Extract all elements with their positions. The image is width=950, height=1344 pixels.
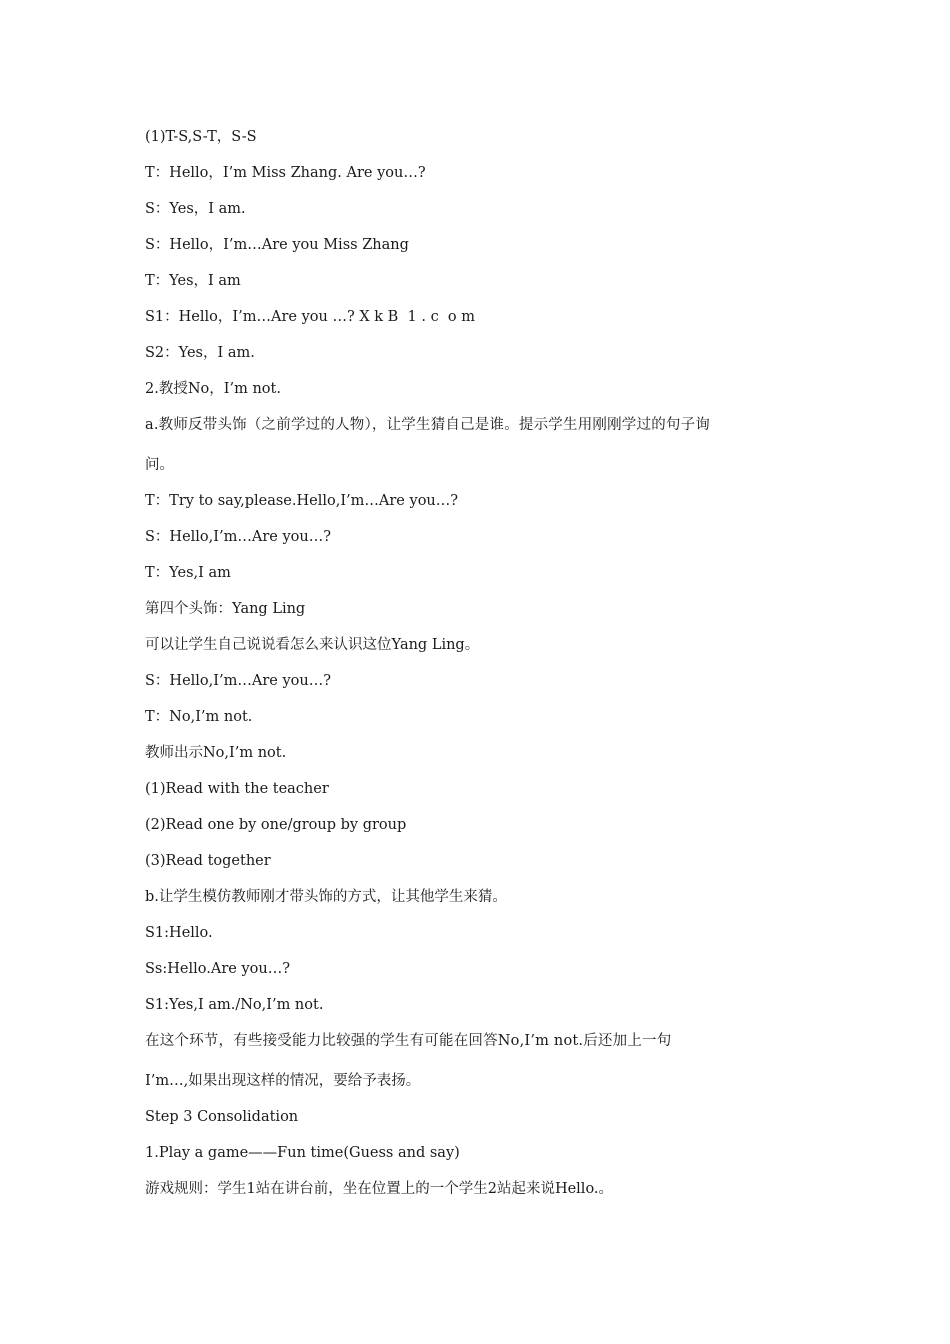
text-line: 2.教授No，I’m not.: [145, 381, 281, 397]
text-line: T：Yes,I am: [145, 565, 231, 581]
text-line: S1：Hello，I’m…Are you …? X k B 1 . c o m: [145, 309, 476, 325]
text-line: Step 3 Consolidation: [145, 1109, 299, 1125]
text-line: (2)Read one by one/group by group: [145, 817, 407, 833]
text-line: a.教师反带头饰（之前学过的人物），让学生猜自己是谁。提示学生用刚刚学过的句子询: [145, 417, 711, 433]
text-line: S2：Yes，I am.: [145, 345, 255, 361]
document-body: [145, 126, 810, 1214]
text-line: S：Hello,I’m…Are you…?: [145, 673, 331, 689]
text-line: Ss:Hello.Are you…?: [145, 961, 290, 977]
text-line: 游戏规则：学生1站在讲台前，坐在位置上的一个学生2站起来说Hello.。: [145, 1181, 614, 1197]
text-line: (1)Read with the teacher: [145, 781, 329, 797]
text-line: T：Hello，I’m Miss Zhang. Are you…?: [145, 165, 426, 181]
text-line: 1.Play a game——Fun time(Guess and say): [145, 1145, 460, 1161]
text-line: T：No,I’m not.: [145, 709, 253, 725]
text-line: S1:Hello.: [145, 925, 213, 941]
text-line: T：Yes，I am: [145, 273, 241, 289]
text-line: S：Hello，I’m…Are you Miss Zhang: [145, 237, 409, 253]
text-line: 问。: [145, 457, 174, 473]
text-line: S：Yes，I am.: [145, 201, 246, 217]
text-line: 在这个环节，有些接受能力比较强的学生有可能在回答No,I’m not.后还加上一句: [145, 1033, 672, 1049]
text-line: S1:Yes,I am./No,I’m not.: [145, 997, 324, 1013]
text-line: b.让学生模仿教师刚才带头饰的方式，让其他学生来猜。: [145, 889, 507, 905]
text-line: 第四个头饰：Yang Ling: [145, 601, 306, 617]
text-line: 教师出示No,I’m not.: [145, 745, 287, 761]
text-line: S：Hello,I’m…Are you…?: [145, 529, 331, 545]
text-line: T：Try to say,please.Hello,I’m…Are you…?: [145, 493, 459, 509]
text-line: 可以让学生自己说说看怎么来认识这位Yang Ling。: [145, 637, 480, 653]
text-line: (3)Read together: [145, 853, 271, 869]
text-line: (1)T-S,S-T，S-S: [145, 129, 257, 145]
text-line: I’m…,如果出现这样的情况，要给予表扬。: [145, 1073, 421, 1089]
